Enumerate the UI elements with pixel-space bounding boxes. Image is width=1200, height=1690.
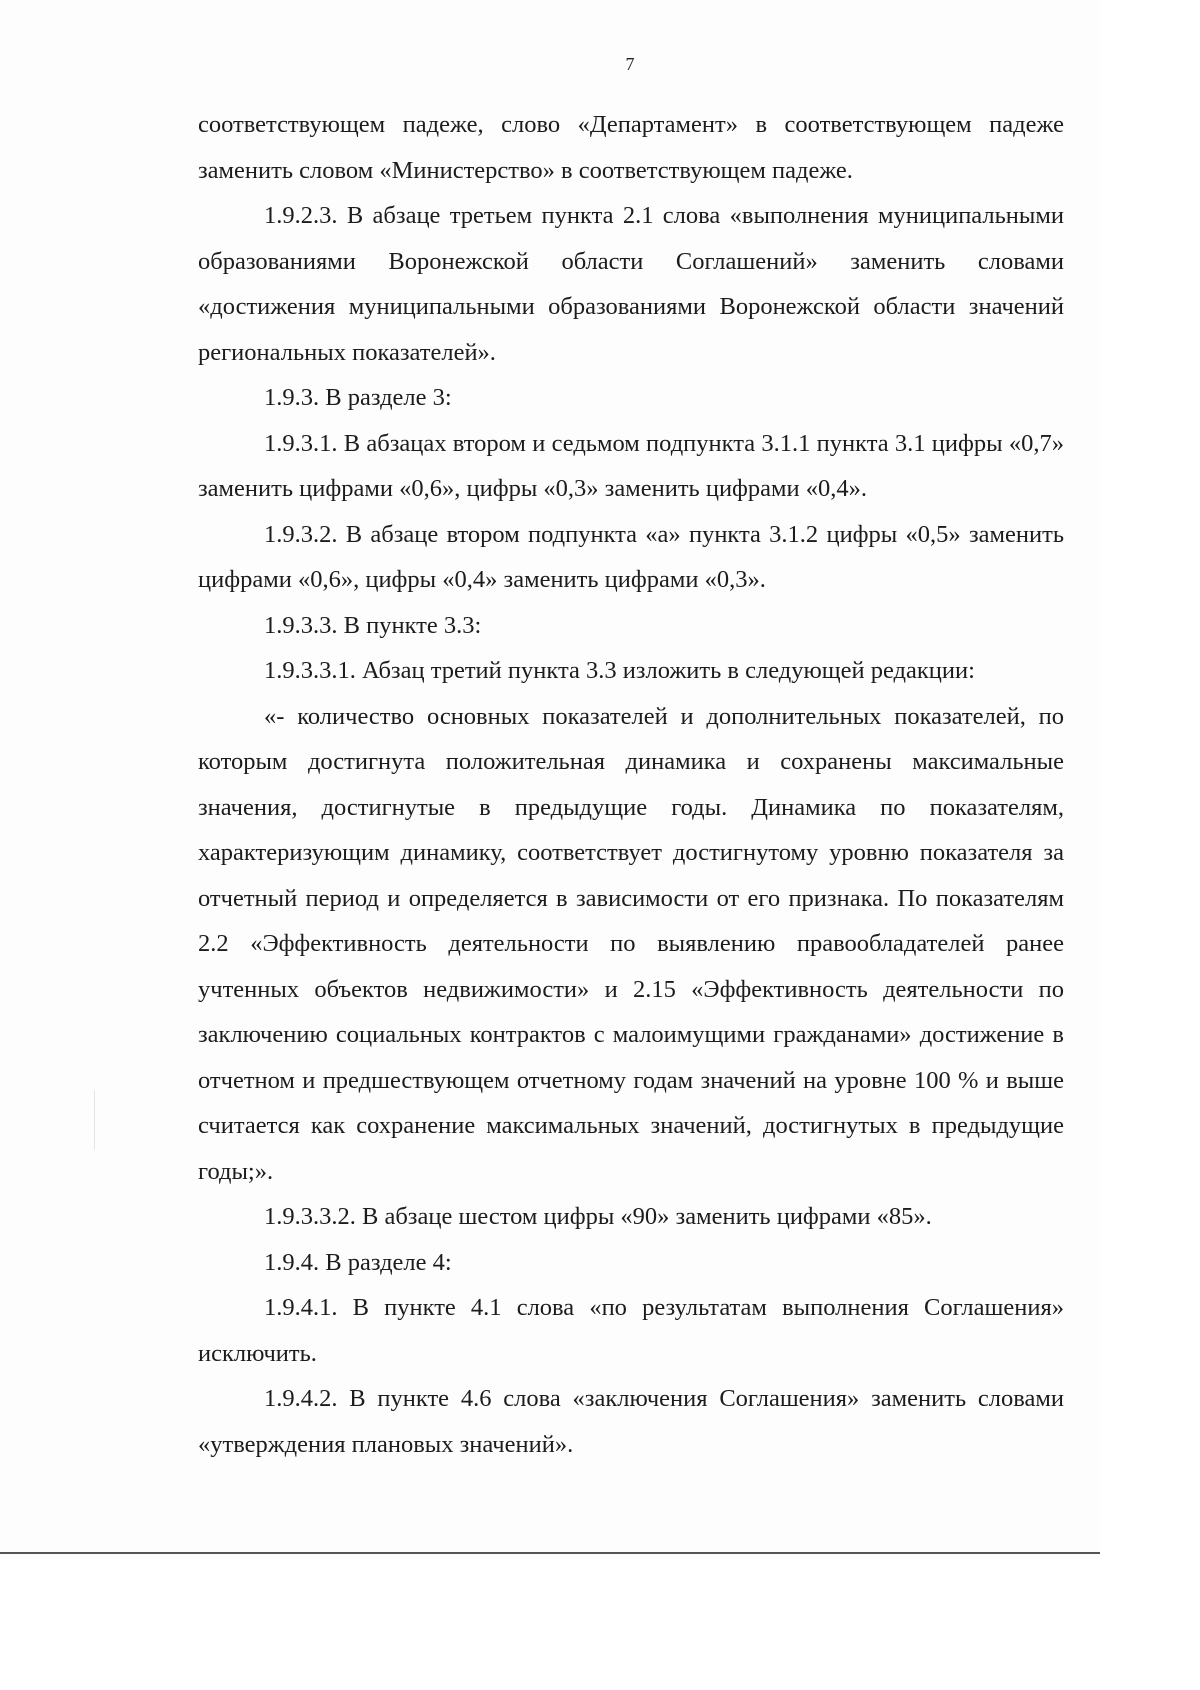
paragraph: 1.9.4.2. В пункте 4.6 слова «заключения Соглашения» заменить словами «утверждения плановых значений». <box>198 1385 1064 1458</box>
page-bottom-edge <box>0 1552 1100 1554</box>
paragraph: 1.9.3.2. В абзаце втором подпункта «а» пункта 3.1.2 цифры «0,5» заменить цифрами «0,6», цифры «0,4» заменить цифрами «0,3». <box>198 520 1064 593</box>
paragraph: «- количество основных показателей и дополнительных показателей, по которым достигнута положительная динамика и сохранены максимальные значения, достигнутые в предыдущие годы. Динамика по показателям, характеризующим динамику, соответствует достигнутому уровню показателя за отчетный период и определяется в зависимости от его признака. По показателям 2.2 «Эффективность деятельности по выявлению правообладателей ранее учтенных объектов недвижимости» и 2.15 «Эффективность деятельности по заключению социальных контрактов с малоимущими гражданами» достижение в отчетном и предшествующем отчетному годам значений на уровне 100 % и выше считается как сохранение максимальных значений, достигнутых в предыдущие годы;». <box>198 702 1064 1185</box>
paragraph: 1.9.3.3. В пункте 3.3: <box>264 611 482 639</box>
paragraph: 1.9.3.3.1. Абзац третий пункта 3.3 изложить в следующей редакции: <box>264 657 975 684</box>
paragraph: 1.9.3.3.2. В абзаце шестом цифры «90» заменить цифрами «85». <box>264 1203 932 1230</box>
paragraph: соответствующем падеже, слово «Департамент» в соответствующем падеже заменить словом «Министерство» в соответствующем падеже. <box>198 111 1064 184</box>
paragraph: 1.9.3.1. В абзацах втором и седьмом подпункта 3.1.1 пункта 3.1 цифры «0,7» заменить цифрами «0,6», цифры «0,3» заменить цифрами «0,4». <box>198 429 1064 502</box>
paragraph: 1.9.4. В разделе 4: <box>264 1248 452 1276</box>
page-number: 7 <box>625 54 635 74</box>
paragraph: 1.9.2.3. В абзаце третьем пункта 2.1 слова «выполнения муниципальными образованиями Воронежской области Соглашений» заменить словами «достижения муниципальными образованиями Воронежской области значений региональных показателей». <box>198 202 1064 366</box>
paragraph: 1.9.3. В разделе 3: <box>264 384 452 411</box>
scan-artifact <box>94 1090 95 1150</box>
paragraph: 1.9.4.1. В пункте 4.1 слова «по результатам выполнения Соглашения» исключить. <box>198 1294 1064 1367</box>
document-body <box>198 102 1064 1467</box>
